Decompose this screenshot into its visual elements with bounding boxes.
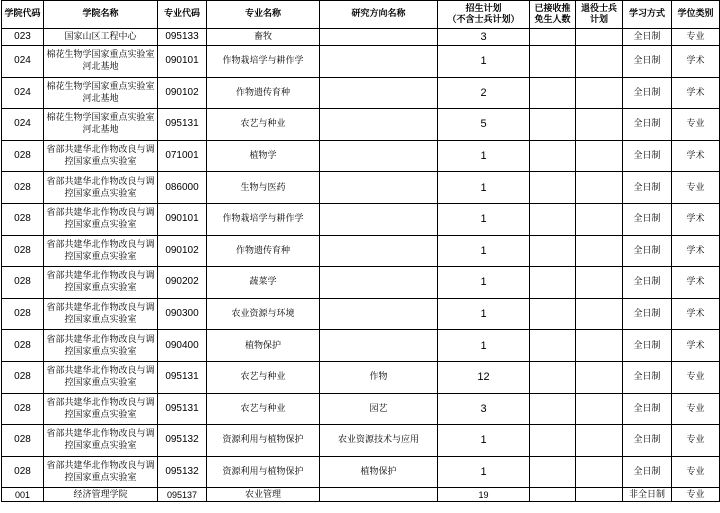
cell-study-mode: 全日制 xyxy=(623,425,672,457)
cell-admitted-exempt xyxy=(530,235,576,267)
cell-research-direction xyxy=(320,235,438,267)
cell-veteran-plan xyxy=(576,46,623,78)
cell-study-mode: 全日制 xyxy=(623,267,672,299)
cell-admitted-exempt xyxy=(530,172,576,204)
cell-degree-type: 学术 xyxy=(672,46,720,78)
cell-degree-type: 专业 xyxy=(672,456,720,488)
cell-major-code: 095131 xyxy=(158,109,207,141)
cell-college-code: 028 xyxy=(2,267,44,299)
cell-admitted-exempt xyxy=(530,140,576,172)
cell-major-name: 作物遗传育种 xyxy=(207,77,320,109)
cell-major-name: 农业资源与环境 xyxy=(207,298,320,330)
cell-admitted-exempt xyxy=(530,298,576,330)
table-row xyxy=(2,361,720,393)
cell-college-code: 028 xyxy=(2,393,44,425)
table-row xyxy=(2,172,720,204)
cell-major-name: 农艺与种业 xyxy=(207,361,320,393)
cell-admitted-exempt xyxy=(530,46,576,78)
cell-degree-type: 专业 xyxy=(672,425,720,457)
cell-major-name: 作物栽培学与耕作学 xyxy=(207,203,320,235)
cell-enrollment-plan: 3 xyxy=(438,393,530,425)
cell-admitted-exempt xyxy=(530,29,576,46)
cell-research-direction xyxy=(320,298,438,330)
table-row xyxy=(2,46,720,78)
cell-admitted-exempt xyxy=(530,109,576,141)
cell-veteran-plan xyxy=(576,203,623,235)
cell-research-direction xyxy=(320,77,438,109)
table-row xyxy=(2,109,720,141)
cell-major-name: 农业管理 xyxy=(207,488,320,502)
cell-major-name: 资源利用与植物保护 xyxy=(207,456,320,488)
enrollment-table xyxy=(1,0,720,502)
cell-veteran-plan xyxy=(576,235,623,267)
table-row xyxy=(2,140,720,172)
cell-college-name: 省部共建华北作物改良与调控国家重点实验室 xyxy=(44,456,158,488)
cell-degree-type: 专业 xyxy=(672,109,720,141)
cell-research-direction: 农业资源技术与应用 xyxy=(320,425,438,457)
table-row xyxy=(2,298,720,330)
cell-major-code: 090102 xyxy=(158,77,207,109)
cell-enrollment-plan: 1 xyxy=(438,46,530,78)
cell-veteran-plan xyxy=(576,330,623,362)
cell-admitted-exempt xyxy=(530,330,576,362)
cell-college-name: 省部共建华北作物改良与调控国家重点实验室 xyxy=(44,298,158,330)
cell-research-direction xyxy=(320,109,438,141)
table-header-row xyxy=(2,1,720,29)
cell-major-code: 090101 xyxy=(158,46,207,78)
cell-veteran-plan xyxy=(576,456,623,488)
cell-college-name: 经济管理学院 xyxy=(44,488,158,502)
cell-research-direction: 园艺 xyxy=(320,393,438,425)
cell-college-code: 028 xyxy=(2,361,44,393)
cell-major-name: 资源利用与植物保护 xyxy=(207,425,320,457)
cell-college-code: 028 xyxy=(2,172,44,204)
cell-degree-type: 学术 xyxy=(672,235,720,267)
cell-major-code: 090300 xyxy=(158,298,207,330)
cell-study-mode: 全日制 xyxy=(623,361,672,393)
table-row xyxy=(2,235,720,267)
cell-admitted-exempt xyxy=(530,203,576,235)
cell-study-mode: 全日制 xyxy=(623,29,672,46)
cell-college-name: 省部共建华北作物改良与调控国家重点实验室 xyxy=(44,172,158,204)
cell-admitted-exempt xyxy=(530,361,576,393)
table-row xyxy=(2,203,720,235)
cell-college-code: 023 xyxy=(2,29,44,46)
cell-major-code: 095132 xyxy=(158,425,207,457)
cell-enrollment-plan: 2 xyxy=(438,77,530,109)
table-row xyxy=(2,488,720,502)
cell-admitted-exempt xyxy=(530,393,576,425)
cell-enrollment-plan: 1 xyxy=(438,425,530,457)
cell-admitted-exempt xyxy=(530,267,576,299)
cell-degree-type: 专业 xyxy=(672,172,720,204)
header-veteran-plan-line1: 退役士兵 xyxy=(580,3,617,14)
cell-research-direction: 植物保护 xyxy=(320,456,438,488)
cell-research-direction xyxy=(320,330,438,362)
cell-veteran-plan xyxy=(576,298,623,330)
cell-college-code: 024 xyxy=(2,77,44,109)
cell-veteran-plan xyxy=(576,267,623,299)
table-row xyxy=(2,77,720,109)
cell-enrollment-plan: 12 xyxy=(438,361,530,393)
cell-enrollment-plan: 5 xyxy=(438,109,530,141)
cell-college-name: 省部共建华北作物改良与调控国家重点实验室 xyxy=(44,330,158,362)
cell-college-name: 省部共建华北作物改良与调控国家重点实验室 xyxy=(44,425,158,457)
cell-major-name: 农艺与种业 xyxy=(207,109,320,141)
cell-degree-type: 专业 xyxy=(672,29,720,46)
cell-college-name: 省部共建华北作物改良与调控国家重点实验室 xyxy=(44,267,158,299)
cell-college-code: 028 xyxy=(2,298,44,330)
cell-study-mode: 全日制 xyxy=(623,298,672,330)
cell-study-mode: 非全日制 xyxy=(623,488,672,502)
cell-research-direction xyxy=(320,267,438,299)
cell-degree-type: 学术 xyxy=(672,267,720,299)
cell-veteran-plan xyxy=(576,425,623,457)
cell-degree-type: 专业 xyxy=(672,488,720,502)
cell-study-mode: 全日制 xyxy=(623,330,672,362)
cell-study-mode: 全日制 xyxy=(623,172,672,204)
cell-veteran-plan xyxy=(576,393,623,425)
cell-degree-type: 专业 xyxy=(672,361,720,393)
cell-major-name: 作物遗传育种 xyxy=(207,235,320,267)
cell-study-mode: 全日制 xyxy=(623,109,672,141)
cell-college-name: 棉花生物学国家重点实验室河北基地 xyxy=(44,77,158,109)
cell-degree-type: 专业 xyxy=(672,393,720,425)
cell-major-code: 090101 xyxy=(158,203,207,235)
header-enrollment-plan-line2: （不含士兵计划） xyxy=(447,14,520,25)
cell-enrollment-plan: 1 xyxy=(438,203,530,235)
header-veteran-plan-line2: 计划 xyxy=(589,14,608,25)
header-admitted-exempt-line2: 免生人数 xyxy=(534,14,571,25)
cell-admitted-exempt xyxy=(530,77,576,109)
cell-major-name: 蔬菜学 xyxy=(207,267,320,299)
cell-major-name: 植物保护 xyxy=(207,330,320,362)
cell-enrollment-plan: 3 xyxy=(438,29,530,46)
cell-major-code: 095132 xyxy=(158,456,207,488)
cell-major-code: 095131 xyxy=(158,361,207,393)
cell-study-mode: 全日制 xyxy=(623,77,672,109)
cell-major-name: 农艺与种业 xyxy=(207,393,320,425)
table-body xyxy=(2,29,720,502)
header-major-code: 专业代码 xyxy=(158,1,207,29)
header-degree-type: 学位类别 xyxy=(672,1,720,29)
cell-enrollment-plan: 1 xyxy=(438,172,530,204)
cell-college-code: 028 xyxy=(2,330,44,362)
cell-study-mode: 全日制 xyxy=(623,46,672,78)
cell-degree-type: 学术 xyxy=(672,77,720,109)
cell-research-direction xyxy=(320,203,438,235)
cell-major-name: 畜牧 xyxy=(207,29,320,46)
cell-veteran-plan xyxy=(576,172,623,204)
header-major-name: 专业名称 xyxy=(207,1,320,29)
cell-college-code: 028 xyxy=(2,140,44,172)
cell-admitted-exempt xyxy=(530,488,576,502)
cell-college-code: 024 xyxy=(2,46,44,78)
cell-enrollment-plan: 1 xyxy=(438,140,530,172)
cell-college-code: 028 xyxy=(2,203,44,235)
table-row xyxy=(2,29,720,46)
cell-study-mode: 全日制 xyxy=(623,235,672,267)
header-college-name: 学院名称 xyxy=(44,1,158,29)
cell-enrollment-plan: 1 xyxy=(438,298,530,330)
cell-college-code: 028 xyxy=(2,425,44,457)
cell-college-name: 国家山区工程中心 xyxy=(44,29,158,46)
cell-research-direction xyxy=(320,140,438,172)
cell-degree-type: 学术 xyxy=(672,140,720,172)
cell-veteran-plan xyxy=(576,109,623,141)
cell-veteran-plan xyxy=(576,77,623,109)
cell-major-name: 生物与医药 xyxy=(207,172,320,204)
header-study-mode: 学习方式 xyxy=(623,1,672,29)
cell-college-name: 省部共建华北作物改良与调控国家重点实验室 xyxy=(44,203,158,235)
cell-major-code: 095137 xyxy=(158,488,207,502)
cell-college-name: 棉花生物学国家重点实验室河北基地 xyxy=(44,109,158,141)
cell-veteran-plan xyxy=(576,29,623,46)
cell-admitted-exempt xyxy=(530,456,576,488)
cell-degree-type: 学术 xyxy=(672,298,720,330)
cell-major-name: 植物学 xyxy=(207,140,320,172)
cell-major-code: 071001 xyxy=(158,140,207,172)
header-research-direction: 研究方向名称 xyxy=(320,1,438,29)
cell-study-mode: 全日制 xyxy=(623,393,672,425)
cell-major-code: 095133 xyxy=(158,29,207,46)
cell-major-code: 095131 xyxy=(158,393,207,425)
header-admitted-exempt-line1: 已接收推 xyxy=(534,3,571,14)
cell-degree-type: 学术 xyxy=(672,330,720,362)
cell-study-mode: 全日制 xyxy=(623,456,672,488)
cell-veteran-plan xyxy=(576,488,623,502)
cell-enrollment-plan: 19 xyxy=(438,488,530,502)
cell-major-code: 090202 xyxy=(158,267,207,299)
table-row xyxy=(2,393,720,425)
cell-veteran-plan xyxy=(576,140,623,172)
cell-college-code: 028 xyxy=(2,456,44,488)
cell-research-direction xyxy=(320,172,438,204)
cell-college-code: 028 xyxy=(2,235,44,267)
header-college-code: 学院代码 xyxy=(2,1,44,29)
cell-enrollment-plan: 1 xyxy=(438,267,530,299)
cell-study-mode: 全日制 xyxy=(623,203,672,235)
cell-degree-type: 学术 xyxy=(672,203,720,235)
cell-major-code: 086000 xyxy=(158,172,207,204)
header-admitted-exempt xyxy=(530,1,576,29)
cell-study-mode: 全日制 xyxy=(623,140,672,172)
cell-research-direction xyxy=(320,46,438,78)
header-veteran-plan xyxy=(576,1,623,29)
table-row xyxy=(2,456,720,488)
cell-major-code: 090102 xyxy=(158,235,207,267)
cell-college-code: 024 xyxy=(2,109,44,141)
cell-veteran-plan xyxy=(576,361,623,393)
header-enrollment-plan-line1: 招生计划 xyxy=(465,3,502,14)
cell-research-direction: 作物 xyxy=(320,361,438,393)
table-row xyxy=(2,267,720,299)
cell-research-direction xyxy=(320,29,438,46)
cell-college-name: 棉花生物学国家重点实验室河北基地 xyxy=(44,46,158,78)
cell-college-code: 001 xyxy=(2,488,44,502)
cell-enrollment-plan: 1 xyxy=(438,330,530,362)
cell-major-code: 090400 xyxy=(158,330,207,362)
cell-college-name: 省部共建华北作物改良与调控国家重点实验室 xyxy=(44,393,158,425)
cell-enrollment-plan: 1 xyxy=(438,456,530,488)
table-row xyxy=(2,425,720,457)
cell-admitted-exempt xyxy=(530,425,576,457)
header-enrollment-plan xyxy=(438,1,530,29)
cell-enrollment-plan: 1 xyxy=(438,235,530,267)
cell-major-name: 作物栽培学与耕作学 xyxy=(207,46,320,78)
cell-research-direction xyxy=(320,488,438,502)
cell-college-name: 省部共建华北作物改良与调控国家重点实验室 xyxy=(44,235,158,267)
cell-college-name: 省部共建华北作物改良与调控国家重点实验室 xyxy=(44,140,158,172)
cell-college-name: 省部共建华北作物改良与调控国家重点实验室 xyxy=(44,361,158,393)
table-row xyxy=(2,330,720,362)
